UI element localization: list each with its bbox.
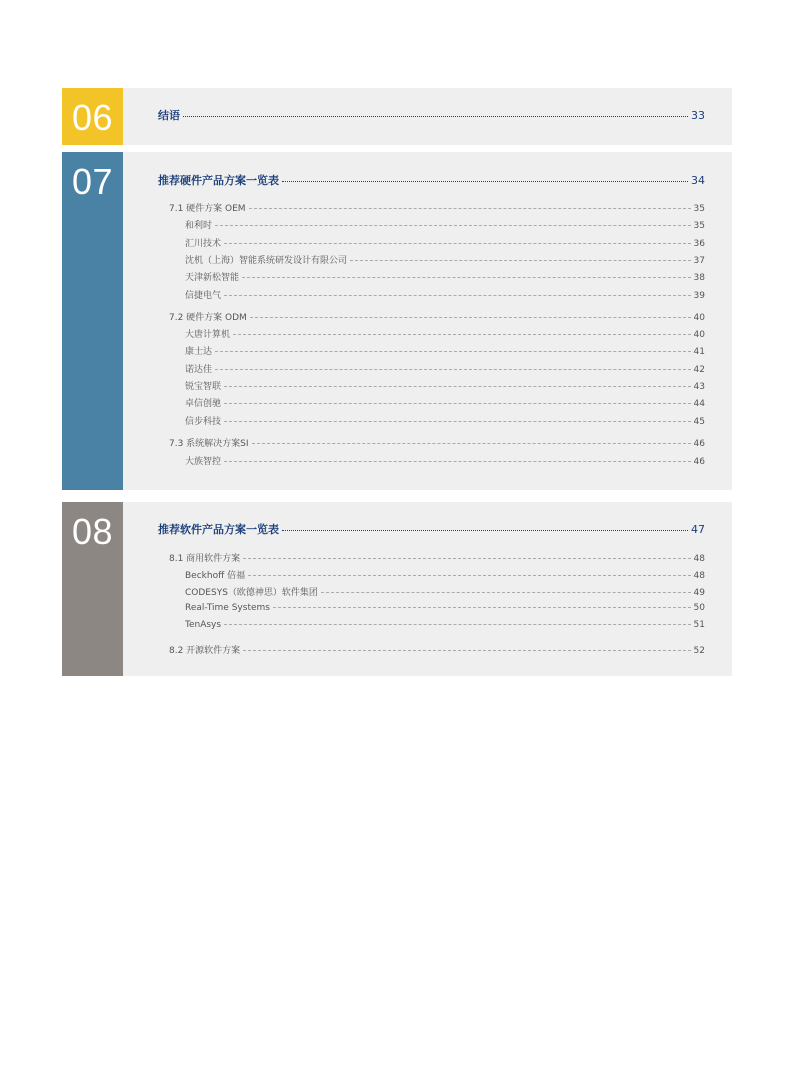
toc-entry-title: 推荐硬件产品方案一览表 (158, 174, 279, 187)
toc-entry-nuodajia[interactable] (158, 362, 705, 375)
toc-entry-page: 51 (693, 620, 705, 630)
toc-entry-page: 33 (691, 109, 705, 122)
toc-section-08 (62, 502, 732, 676)
toc-entry-page: 46 (693, 457, 705, 467)
toc-entry-tenasys[interactable] (158, 620, 705, 630)
toc-entry-page: 48 (693, 571, 705, 581)
toc-entry-page: 52 (693, 646, 705, 656)
toc-entry-zhuoxin[interactable] (158, 396, 705, 409)
toc-entry-conclusion[interactable] (158, 107, 705, 123)
toc-leader (215, 351, 691, 352)
toc-entry-page: 35 (693, 204, 705, 214)
toc-entry-title: 7.1 硬件方案 OEM (169, 204, 246, 214)
toc-section-07 (62, 152, 732, 490)
toc-leader (243, 650, 690, 651)
toc-leader (242, 277, 691, 278)
toc-entry-page: 47 (691, 523, 705, 536)
toc-leader (224, 421, 691, 422)
toc-entry-title: 卓信创驰 (185, 399, 222, 409)
toc-entry-title: 7.3 系统解决方案SI (169, 439, 249, 449)
toc-entry-beckhoff[interactable] (158, 568, 705, 581)
toc-entry-title: 天津新松智能 (185, 273, 240, 283)
toc-entry-7-2[interactable] (158, 310, 705, 323)
section-number-06 (62, 88, 123, 145)
toc-entry-title: Beckhoff 倍福 (185, 571, 246, 581)
toc-entry-page: 49 (693, 588, 705, 598)
toc-entry-title: TenAsys (185, 620, 222, 630)
toc-entry-page: 40 (693, 330, 705, 340)
toc-entry-dazu[interactable] (158, 454, 705, 467)
toc-entry-page: 43 (693, 382, 705, 392)
toc-entry-page: 38 (693, 273, 705, 283)
toc-entry-7-1[interactable] (158, 201, 705, 214)
toc-leader (249, 208, 691, 209)
toc-entry-page: 50 (693, 603, 705, 613)
toc-leader (252, 443, 691, 444)
toc-leader (321, 592, 691, 593)
toc-leader (273, 607, 691, 608)
toc-leader (224, 243, 691, 244)
toc-entry-page: 34 (691, 174, 705, 187)
section-number-label: 08 (71, 511, 114, 552)
toc-entry-hollysys[interactable] (158, 218, 705, 231)
toc-entry-shenji[interactable] (158, 253, 705, 266)
section-number-label: 07 (71, 161, 114, 202)
toc-leader (215, 369, 691, 370)
toc-entry-page: 35 (693, 221, 705, 231)
toc-entry-ruibao[interactable] (158, 379, 705, 392)
toc-leader (224, 461, 691, 462)
section-number-label: 06 (71, 97, 114, 138)
toc-leader (224, 386, 691, 387)
toc-entry-xinbu[interactable] (158, 414, 705, 427)
toc-entry-8-2[interactable] (158, 643, 705, 656)
toc-entry-8-1[interactable] (158, 551, 705, 564)
toc-entry-page: 41 (693, 347, 705, 357)
toc-entry-title: 信捷电气 (185, 291, 222, 301)
toc-entry-title: 沈机（上海）智能系统研发设计有限公司 (185, 256, 348, 266)
toc-entry-page: 39 (693, 291, 705, 301)
toc-leader (282, 181, 688, 182)
toc-entry-datang[interactable] (158, 327, 705, 340)
toc-leader (215, 225, 691, 226)
toc-leader (250, 317, 691, 318)
toc-entry-inovance[interactable] (158, 236, 705, 249)
toc-entry-title: 诺达佳 (185, 365, 213, 375)
toc-entry-xinje[interactable] (158, 288, 705, 301)
section-number-07 (62, 152, 123, 490)
toc-entry-hardware-overview[interactable] (158, 172, 705, 188)
toc-entry-title: Real-Time Systems (185, 603, 270, 613)
toc-entry-title: CODESYS（欧德神思）软件集团 (185, 588, 318, 598)
toc-entry-title: 信步科技 (185, 417, 222, 427)
toc-entry-title: 康士达 (185, 347, 213, 357)
toc-entry-title: 大唐计算机 (185, 330, 231, 340)
toc-leader (248, 575, 690, 576)
toc-entry-page: 48 (693, 554, 705, 564)
toc-entry-title: 和利时 (185, 221, 213, 231)
toc-entry-page: 44 (693, 399, 705, 409)
toc-entry-page: 46 (693, 439, 705, 449)
toc-entry-title: 锐宝智联 (185, 382, 222, 392)
toc-leader (243, 558, 690, 559)
toc-entry-title: 8.1 商用软件方案 (169, 554, 241, 564)
toc-entry-title: 汇川技术 (185, 239, 222, 249)
toc-leader (224, 403, 691, 404)
toc-entry-page: 40 (693, 313, 705, 323)
section-number-08 (62, 502, 123, 676)
toc-entry-codesys[interactable] (158, 585, 705, 598)
toc-leader (224, 624, 690, 625)
toc-section-06 (62, 88, 732, 145)
toc-leader (233, 334, 691, 335)
toc-entry-page: 36 (693, 239, 705, 249)
toc-entry-title: 7.2 硬件方案 ODM (169, 313, 247, 323)
toc-entry-title: 大族智控 (185, 457, 222, 467)
toc-entry-page: 42 (693, 365, 705, 375)
toc-leader (224, 295, 691, 296)
toc-entry-software-overview[interactable] (158, 521, 705, 537)
toc-leader (350, 260, 691, 261)
toc-leader (282, 530, 688, 531)
toc-entry-real-time-systems[interactable] (158, 603, 705, 613)
toc-entry-title: 8.2 开源软件方案 (169, 646, 241, 656)
toc-entry-siasun[interactable] (158, 270, 705, 283)
toc-entry-page: 45 (693, 417, 705, 427)
toc-leader (183, 116, 688, 117)
toc-entry-title: 结语 (158, 109, 180, 122)
toc-entry-page: 37 (693, 256, 705, 266)
toc-entry-title: 推荐软件产品方案一览表 (158, 523, 279, 536)
toc-entry-7-3[interactable] (158, 436, 705, 449)
toc-entry-kangshida[interactable] (158, 344, 705, 357)
